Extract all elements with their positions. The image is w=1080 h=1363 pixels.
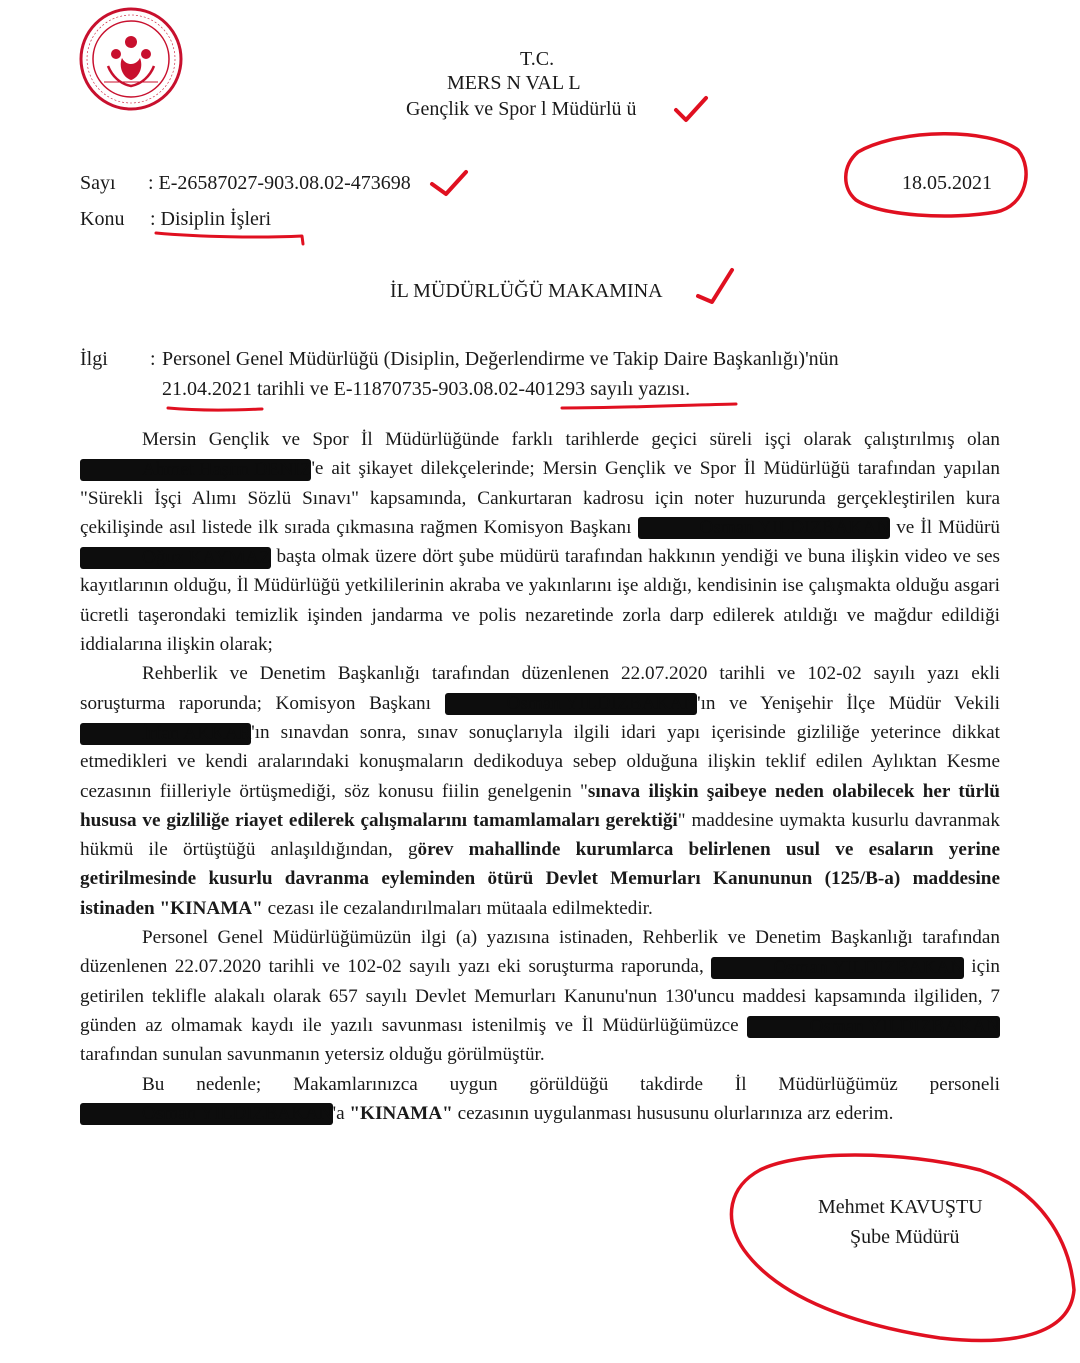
p2-text-b: 'ın ve Yenişehir İlçe Müdür Vekili xyxy=(697,692,1000,714)
ministry-seal-logo xyxy=(78,6,184,112)
p1-text-c: ve İl Müdürü xyxy=(890,516,1000,538)
checkmark-icon xyxy=(698,270,732,302)
signatory-title: Şube Müdürü xyxy=(850,1226,960,1248)
header-governorship: MERS N VAL L xyxy=(447,72,581,94)
checkmark-icon xyxy=(676,98,706,120)
redaction-box: Oğuz KAYMAZ xyxy=(80,547,271,569)
p4-text-c: cezasının uygulanması hususunu olurlarınıza arz ederim. xyxy=(452,1102,894,1124)
redaction-box: Osman YILDIZBAKAN xyxy=(747,1016,1000,1038)
p3-text-b: için getirilen teklifle alakalı olarak 657 sayılı Devlet Memurları Kanunu'nun 130'uncu maddesi kapsamında ilgiliden, 7 günden az olmamak kaydı ile yazılı savunması istenilmiş ve İl Müdürlüğümüzce xyxy=(80,956,1001,1036)
paragraph-4 xyxy=(80,1070,1000,1129)
underline-mark xyxy=(168,408,262,410)
underline-mark xyxy=(156,233,303,244)
redaction-box: İrfan AKKAR xyxy=(80,723,251,745)
p2-text-a: Rehberlik ve Denetim Başkanlığı tarafından düzenlenen 22.07.2020 tarihli ve 102-02 sayılı yazı ekli soruşturma raporunda; Komisyon Başkanı xyxy=(80,663,1000,714)
ilgi-line-1: Personel Genel Müdürlüğü (Disiplin, Değerlendirme ve Takip Daire Başkanlığı)'nün xyxy=(162,348,839,370)
ilgi-line-2: 21.04.2021 tarihli ve E-11870735-903.08.02-401293 sayılı yazısı. xyxy=(162,378,691,400)
header-directorate: Gençlik ve Spor l Müdürlü ü xyxy=(406,98,637,120)
document-date: 18.05.2021 xyxy=(902,172,992,194)
p4-bold-kinama: "KINAMA" xyxy=(349,1102,453,1124)
p1-text-a: Mersin Gençlik ve Spor İl Müdürlüğünde farklı tarihlerde geçici süreli işçi olarak çalıştırılmış olan xyxy=(142,429,1000,450)
checkmark-icon xyxy=(432,172,466,194)
p2-text-d: " maddesine uymakta kusurlu davranmak hükmü ile örtüştüğü anlaşıldığından, g xyxy=(80,809,1000,861)
p1-text-b: 'e ait şikayet dilekçelerinde; Mersin Gençlik ve Spor İl Müdürlüğü tarafından yapılan "Sürekli İşçi Alımı Sözlü Sınavı" kapsamında, Cankurtaran kadrosu için noter huzurunda gerçekleştirilen kura çekilişinde asıl listede ilk sırada çıkmasına rağmen Komisyon Başkanı xyxy=(80,458,1000,538)
p4-text-b: 'a xyxy=(332,1102,350,1124)
redaction-box: Osman YILDIZBAKAN xyxy=(711,957,964,979)
p2-text-c: 'ın sınavdan sonra, sınav sonuçlarıyla ilgili idari yapı içerisinde gizliliğe yeterince dikkat etmedikleri ve kendi aralarındaki konuşmaların dedikoduya sebep olduğuna ilişkin teklif edilen Aylıktan Kesme cezasının fiilleriyle örtüşmediği, söz konusu fiilin genelgenin " xyxy=(80,721,1000,802)
redaction-box: Osman YILDIZBAKAN xyxy=(638,517,891,539)
sayi-label: Sayı xyxy=(80,172,116,194)
header-tc: T.C. xyxy=(520,48,555,70)
redaction-box: Osman YILDIZBAKAN xyxy=(80,1103,333,1125)
ilgi-label: İlgi xyxy=(80,348,108,370)
paragraph-2 xyxy=(80,659,1000,923)
sayi-value: : E-26587027-903.08.02-473698 xyxy=(148,172,411,194)
redaction-box: Osman YILDIZBAKAN xyxy=(445,693,698,715)
p2-text-e: cezası ile cezalandırılmaları mütaala edilmektedir. xyxy=(262,897,653,919)
p3-text-a: Personel Genel Müdürlüğümüzün ilgi (a) yazısına istinaden, Rehberlik ve Denetim Başkanlığı tarafından düzenlenen 22.07.2020 tarihli ve 102-02 sayılı yazı eki soruşturma raporunda, xyxy=(80,927,1000,978)
p4-text-a: Bu nedenle; Makamlarınızca uygun görüldüğü takdirde İl Müdürlüğümüz personeli xyxy=(142,1073,1000,1095)
ilgi-colon: : xyxy=(150,348,156,370)
p2-bold-quote: sınava ilişkin şaibeye neden olabilecek her türlü hususa ve gizliliğe riayet edilerek çalışmalarını tamamlamaları gerektiği xyxy=(80,780,1000,831)
paragraph-1 xyxy=(80,425,1000,659)
underline-mark xyxy=(562,404,736,408)
signatory-name: Mehmet KAVUŞTU xyxy=(818,1196,983,1218)
letter-body xyxy=(80,425,1000,1128)
redaction-box: Ahmet Haşim DENİZ xyxy=(80,459,311,481)
p3-text-c: tarafından sunulan savunmanın yetersiz olduğu görülmüştür. xyxy=(80,1044,545,1066)
konu-label: Konu xyxy=(80,208,125,230)
konu-value: : Disiplin İşleri xyxy=(150,208,272,230)
addressee: İL MÜDÜRLÜĞÜ MAKAMINA xyxy=(390,280,663,302)
paragraph-3 xyxy=(80,923,1000,1069)
p2-bold-penalty: örev mahallinde kurumlarca belirlenen usul ve esaların yerine getirilmesinde kusurlu davranma eyleminden ötürü Devlet Memurları Kanununun (125/B-a) maddesine istinaden "KINAMA" xyxy=(80,839,1000,919)
p1-text-d: başta olmak üzere dört şube müdürü tarafından hakkının yendiği ve buna ilişkin video ve ses kayıtlarının olduğu, İl Müdürlüğü yetkililerinin akraba ve yakınlarını işe aldığı, kendisinin ise çalışmakta olduğu asgari ücretli taşerondaki temizlik işinden jandarma ve polis nezaretinde zorla darp edilerek atıldığı ve mağdur edildiği iddialarına ilişkin olarak; xyxy=(80,546,1000,656)
